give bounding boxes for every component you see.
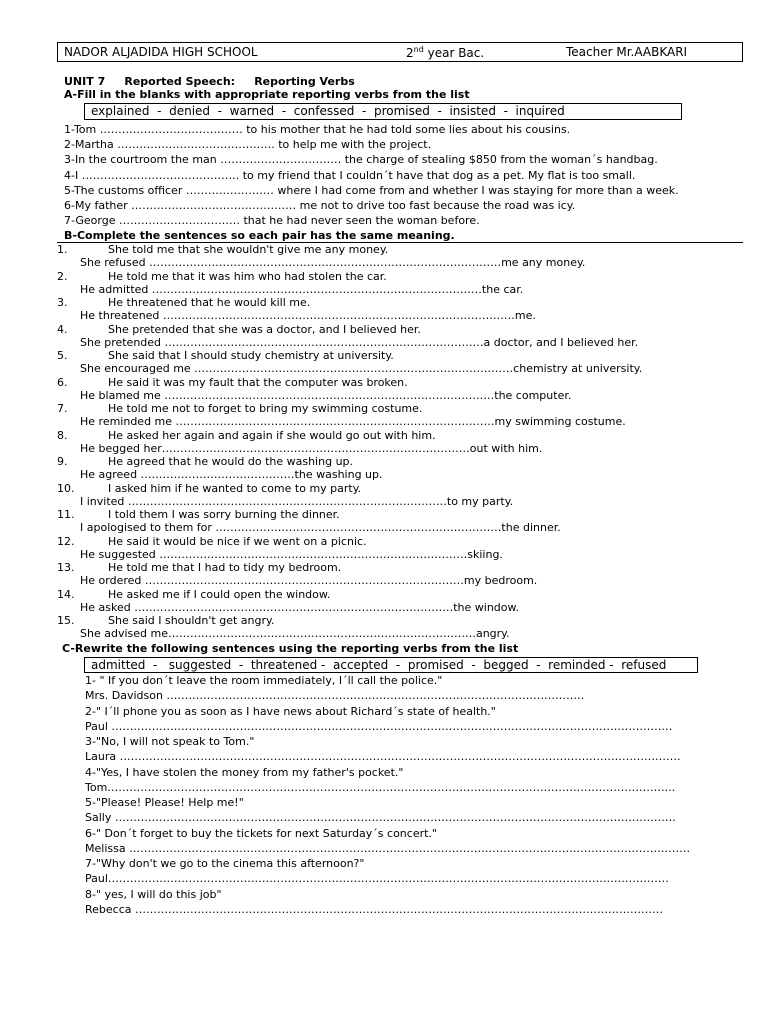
- section-c-quote: 3-"No, I will not speak to Tom.": [85, 735, 255, 748]
- page-header: [57, 42, 743, 62]
- section-b-item-number: 14.: [57, 587, 75, 601]
- section-b-rewrite-line: She advised me…………………………………………………………………………angry.: [80, 627, 510, 640]
- section-b-rewrite-line: I invited ……………………………………………………………………………to my party.: [80, 494, 514, 508]
- section-b-item-number: 7.: [57, 402, 68, 415]
- section-a-word-box: explained - denied - warned - confessed - promised - insisted - inquired: [84, 103, 682, 120]
- section-a-item: 4-I ……………………………………. to my friend that I couldn´t have that dog as a pet. My flat is too small.: [64, 168, 636, 182]
- section-b-original-sentence: He said it would be nice if we went on a picnic.: [108, 534, 367, 548]
- section-c-answer-line: Sally ………………………………………………………………………………………………………………………………………: [85, 811, 676, 824]
- section-b-rewrite-line: She encouraged me ……………………………………………………………………………chemistry at university.: [80, 362, 643, 375]
- section-b-item-number: 8.: [57, 428, 68, 442]
- section-c-answer-line: Paul………………………………………………………………………………………………………………………………………: [85, 872, 669, 885]
- section-b-item-number: 11.: [57, 508, 75, 521]
- section-a-heading: A-Fill in the blanks with appropriate reporting verbs from the list: [64, 88, 470, 101]
- section-b-original-sentence: He told me that it was him who had stolen the car.: [108, 269, 387, 283]
- section-b-rewrite-line: He blamed me ………………………………………………………………………………the computer.: [80, 388, 572, 402]
- section-b-rewrite-line: He asked ……………………………………………………………………………the window.: [80, 600, 520, 614]
- grade-level: 2nd year Bac.: [406, 45, 485, 60]
- section-b-rewrite-line: He agreed ……………………………………the washing up.: [80, 468, 383, 481]
- section-b-rewrite-line: He reminded me ……………………………………………………………………………my swimming costume.: [80, 415, 626, 428]
- section-b-original-sentence: She said that I should study chemistry at university.: [108, 349, 394, 362]
- section-b-original-sentence: He asked her again and again if she would go out with him.: [108, 428, 436, 442]
- section-b-item-number: 13.: [57, 561, 75, 574]
- section-c-heading: C-Rewrite the following sentences using the reporting verbs from the list: [62, 642, 519, 655]
- section-c-answer-line: Paul ………………………………………………………………………………………………………………………………………: [85, 719, 673, 733]
- section-a-item: 5-The customs officer …………………… where I had come from and whether I was staying for more than a week.: [64, 183, 679, 197]
- section-b-original-sentence: She told me that she wouldn't give me any money.: [108, 243, 389, 256]
- section-c-quote: 2-" I´ll phone you as soon as I have news about Richard´s state of health.": [85, 704, 496, 718]
- section-b-item-number: 6.: [57, 375, 68, 389]
- section-c-quote: 1- " If you don´t leave the room immediately, I´ll call the police.": [85, 674, 443, 687]
- section-b-original-sentence: I told them I was sorry burning the dinner.: [108, 508, 340, 521]
- section-c-quote: 4-"Yes, I have stolen the money from my father's pocket.": [85, 765, 404, 779]
- teacher-name: Teacher Mr.AABKARI: [566, 45, 688, 59]
- section-a-item: 2-Martha ……………………………………. to help me with the project.: [64, 138, 432, 152]
- section-b-original-sentence: He told me not to forget to bring my swimming costume.: [108, 402, 423, 415]
- section-b-original-sentence: She pretended that she was a doctor, and I believed her.: [108, 322, 421, 336]
- section-b-item-number: 5.: [57, 349, 68, 362]
- section-c-quote: 8-" yes, I will do this job": [85, 887, 222, 901]
- section-b-heading: B-Complete the sentences so each pair has the same meaning.: [64, 229, 455, 242]
- section-b-item-number: 9.: [57, 455, 68, 468]
- section-b-rewrite-line: He suggested …………………………………………………………………………skiing.: [80, 547, 503, 561]
- section-b-original-sentence: I asked him if he wanted to come to my party.: [108, 481, 362, 495]
- section-b-rewrite-line: She refused ……………………………………………………………………………………me any money.: [80, 256, 586, 269]
- section-c-quote: 7-"Why don't we go to the cinema this afternoon?": [85, 857, 365, 870]
- section-b-original-sentence: He agreed that he would do the washing up.: [108, 455, 354, 468]
- section-c-word-box: admitted - suggested - threatened - accepted - promised - begged - reminded - refused: [84, 657, 698, 673]
- section-b-rewrite-line: He admitted ………………………………………………………………………………the car.: [80, 282, 524, 296]
- section-b-item-number: 12.: [57, 534, 75, 548]
- section-a-item: 3-In the courtroom the man …………………………… the charge of stealing $850 from the woman´s handbag.: [64, 153, 658, 167]
- section-b-original-sentence: He told me that I had to tidy my bedroom.: [108, 561, 342, 574]
- section-c-answer-line: Tom………………………………………………………………………………………………………………………………………..: [85, 780, 676, 794]
- section-b-original-sentence: He said it was my fault that the computer was broken.: [108, 375, 408, 389]
- section-a-item: 1-Tom ………………………………… to his mother that he had told some lies about his cousins.: [64, 123, 571, 136]
- section-a-item: 7-George …………………………… that he had never seen the woman before.: [64, 214, 480, 228]
- section-b-original-sentence: She said I shouldn't get angry.: [108, 614, 275, 627]
- section-c-quote: 6-" Don´t forget to buy the tickets for next Saturday´s concert.": [85, 826, 437, 840]
- section-b-item-number: 15.: [57, 614, 75, 627]
- section-b-rewrite-line: He begged her…………………………………………………………………………out with him.: [80, 441, 543, 455]
- section-c-quote: 5-"Please! Please! Help me!": [85, 796, 244, 809]
- section-a-item: 6-My father ……………………………………… me not to drive too fast because the road was icy.: [64, 199, 576, 212]
- section-c-answer-line: Rebecca ………………………………………………………………………………………………………………………………: [85, 902, 663, 916]
- section-b-item-number: 2.: [57, 269, 68, 283]
- section-c-answer-line: Mrs. Davidson ……………………………………………………………………………………………………: [85, 689, 585, 702]
- section-b-rewrite-line: She pretended ……………………………………………………………………………a doctor, and I believed her.: [80, 335, 639, 349]
- section-b-rewrite-line: I apologised to them for ……………………………………………………………………the dinner.: [80, 521, 561, 534]
- section-b-original-sentence: He asked me if I could open the window.: [108, 587, 331, 601]
- section-b-item-number: 3.: [57, 296, 68, 309]
- unit-title: UNIT 7 Reported Speech: Reporting Verbs: [64, 75, 355, 88]
- section-b-item-number: 4.: [57, 322, 68, 336]
- section-b-item-number: 10.: [57, 481, 75, 495]
- section-b-rewrite-line: He ordered ……………………………………………………………………………my bedroom.: [80, 574, 538, 587]
- section-b-original-sentence: He threatened that he would kill me.: [108, 296, 311, 309]
- section-c-answer-line: Laura ………………………………………………………………………………………………………………………………………: [85, 750, 681, 763]
- school-name: NADOR ALJADIDA HIGH SCHOOL: [64, 45, 258, 59]
- section-c-answer-line: Melissa ………………………………………………………………………………………………………………………………………: [85, 841, 691, 855]
- section-b-item-number: 1.: [57, 243, 68, 256]
- section-b-rewrite-line: He threatened ……………………………………………………………………………………me.: [80, 309, 536, 322]
